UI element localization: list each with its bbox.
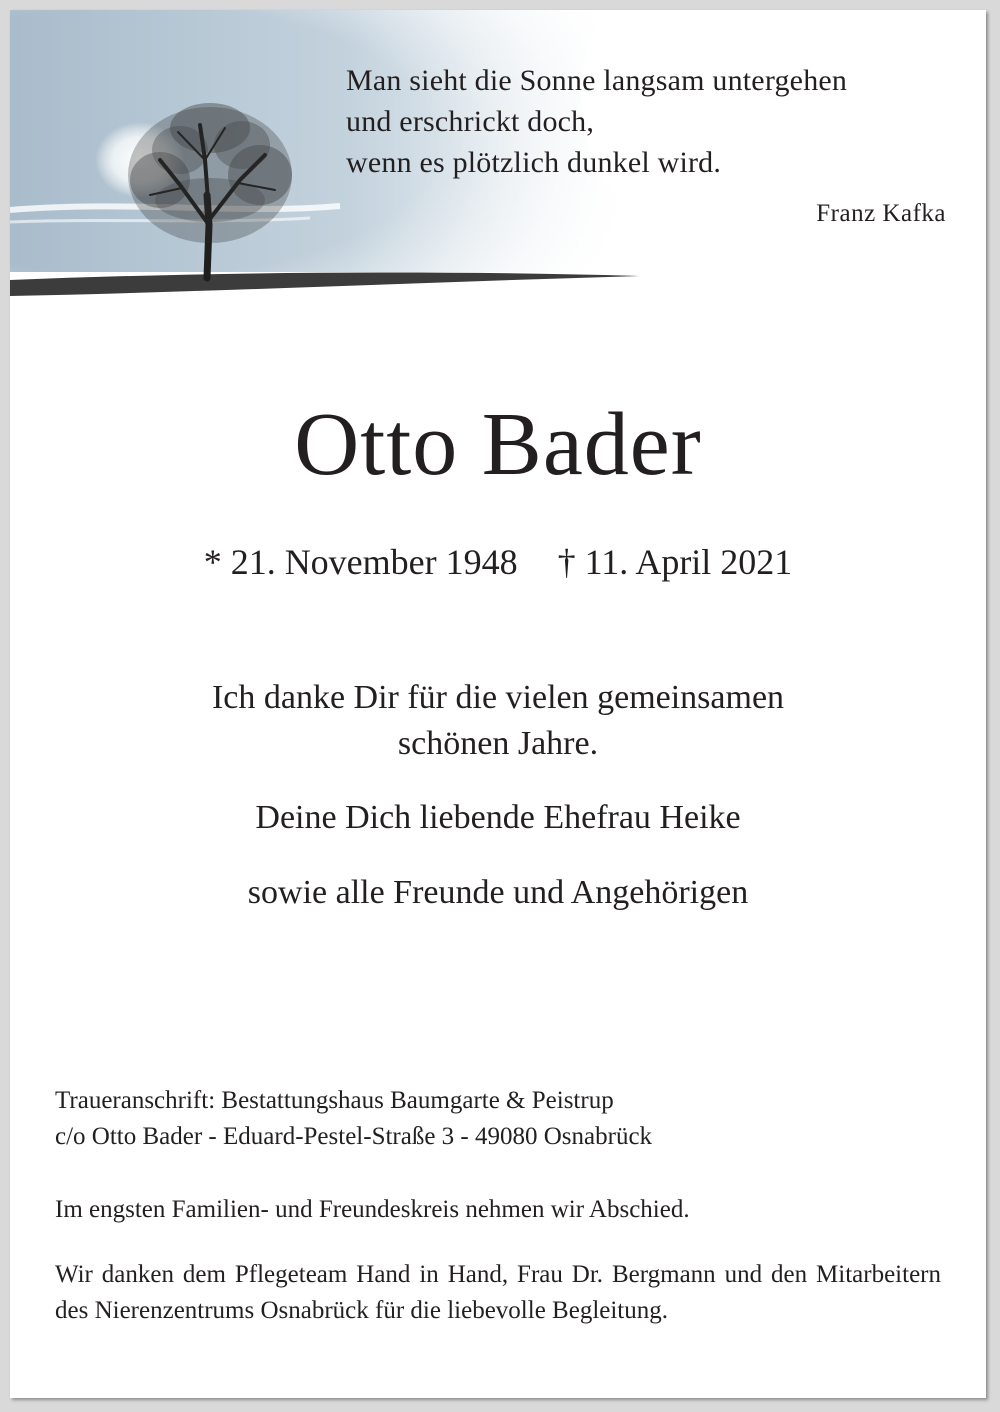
mourning-address (55, 1083, 941, 1155)
deceased-name: Otto Bader (294, 395, 702, 494)
farewell-notice: Im engsten Familien- und Freundeskreis nehmen wir Abschied. (55, 1196, 690, 1223)
quote-author: Franz Kafka (816, 200, 946, 227)
address-line: Traueranschrift: Bestattungshaus Baumgarte & Peistrup (55, 1087, 614, 1114)
mourner-friends: sowie alle Freunde und Angehörigen (247, 874, 749, 911)
address-line: c/o Otto Bader - Eduard-Pestel-Straße 3 - 49080 Osnabrück (55, 1123, 653, 1150)
quote-line: Man sieht die Sonne langsam untergehen (346, 64, 848, 97)
obituary-card (10, 10, 986, 1398)
death-date: † 11. April 2021 (557, 542, 793, 582)
thanks-message (10, 675, 986, 767)
life-dates (10, 540, 986, 584)
thanks-line: schönen Jahre. (397, 725, 599, 762)
quote-line: wenn es plötzlich dunkel wird. (346, 146, 722, 179)
gratitude-note: Wir danken dem Pflegeteam Hand in Hand, Frau Dr. Bergmann und den Mitarbeitern des Nierenzentrums Osnabrück für die liebevolle Begleitung. (55, 1261, 941, 1324)
birth-date: * 21. November 1948 (203, 542, 518, 582)
mourner-wife: Deine Dich liebende Ehefrau Heike (255, 799, 741, 836)
quote-block (346, 60, 946, 183)
quote-line: und erschrickt doch, (346, 105, 595, 138)
thanks-line: Ich danke Dir für die vielen gemeinsamen (211, 679, 785, 716)
